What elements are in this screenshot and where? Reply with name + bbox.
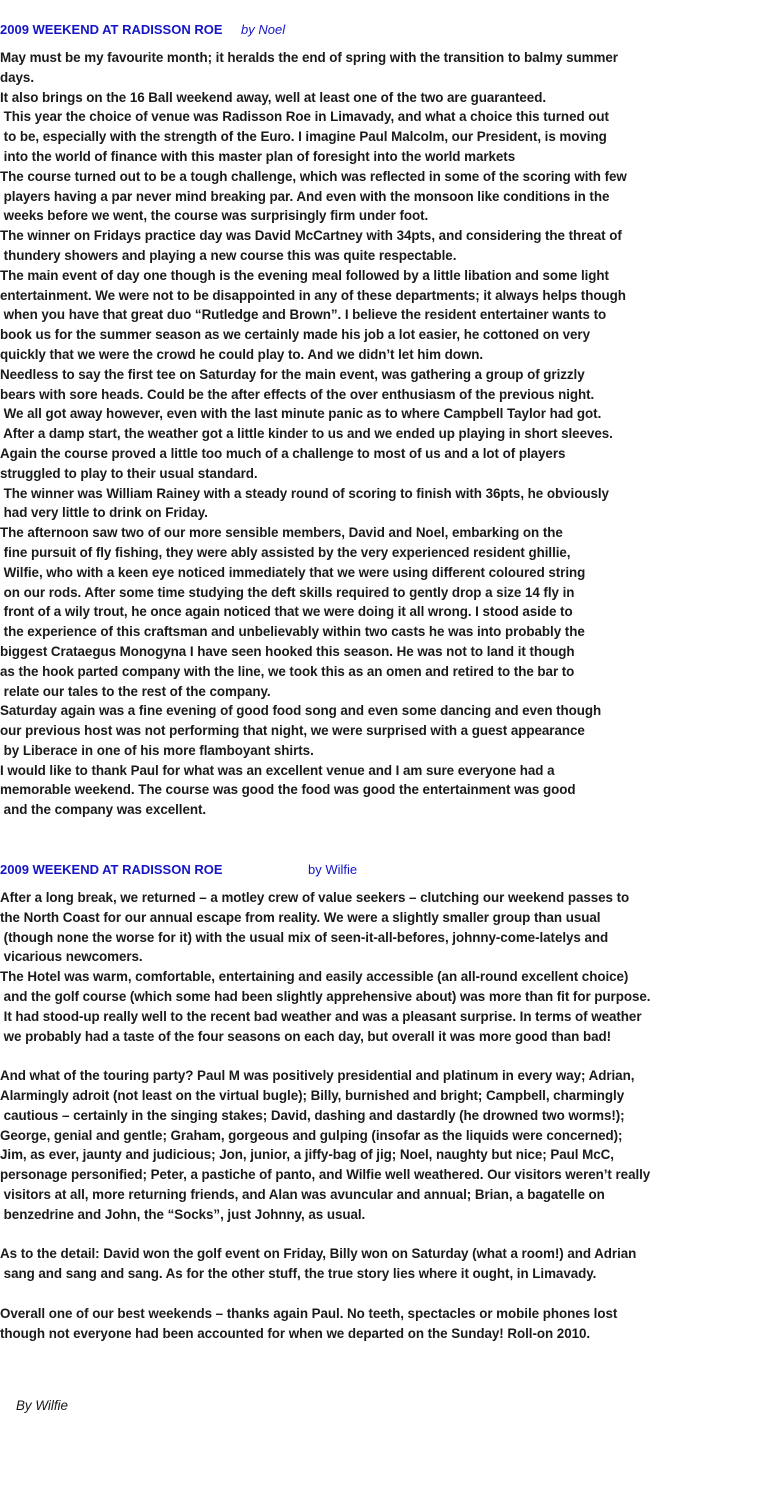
- text-line: by Liberace in one of his more flamboyant shirts.: [0, 742, 314, 758]
- text-line: Wilfie, who with a keen eye noticed immediately that we were using different coloured string: [0, 564, 586, 580]
- text-line: After a damp start, the weather got a little kinder to us and we ended up playing in short sleeves.: [0, 426, 613, 442]
- article-heading: [0, 22, 778, 42]
- text-line: entertainment. We were not to be disappointed in any of these departments; it always helps though: [0, 287, 626, 303]
- text-line: our previous host was not performing that night, we were surprised with a guest appearance: [0, 723, 585, 739]
- text-line: had very little to drink on Friday.: [0, 505, 208, 521]
- text-line: [0, 1046, 778, 1066]
- text-line: Needless to say the first tee on Saturday for the main event, was gathering a group of grizzly: [0, 366, 585, 382]
- text-line: we probably had a taste of the four seasons on each day, but overall it was more good than bad!: [0, 1028, 612, 1044]
- text-line: as the hook parted company with the line, we took this as an omen and retired to the bar to: [0, 663, 575, 679]
- text-line: vicarious newcomers.: [0, 949, 143, 965]
- signature: By Wilfie: [16, 1398, 68, 1413]
- text-line: Jim, as ever, jaunty and judicious; Jon, junior, a jiffy-bag of jig; Noel, naughty but nice; Paul McC,: [0, 1147, 614, 1163]
- text-line: It also brings on the 16 Ball weekend away, well at least one of the two are guaranteed.: [0, 89, 547, 105]
- text-line: days.: [0, 69, 34, 85]
- text-line: personage personified; Peter, a pastiche of panto, and Wilfie well weathered. Our visitors weren’t really: [0, 1167, 651, 1183]
- text-line: It had stood-up really well to the recent bad weather and was a pleasant surprise. In terms of weather: [0, 1008, 642, 1024]
- text-line: Again the course proved a little too much of a challenge to most of us and a lot of players: [0, 445, 566, 461]
- text-line: biggest Crataegus Monogyna I have seen hooked this season. He was not to land it though: [0, 643, 575, 659]
- text-line: The winner was William Rainey with a steady round of scoring to finish with 36pts, he obviously: [0, 485, 609, 501]
- text-line: This year the choice of venue was Radisson Roe in Limavady, and what a choice this turned out: [0, 109, 609, 125]
- text-line: to be, especially with the strength of the Euro. I imagine Paul Malcolm, our President, is moving: [0, 129, 607, 145]
- text-line: The course turned out to be a tough challenge, which was reflected in some of the scoring with few: [0, 168, 627, 184]
- text-line: (though none the worse for it) with the usual mix of seen-it-all-befores, johnny-come-latelys and: [0, 929, 609, 945]
- text-line: when you have that great duo “Rutledge and Brown”. I believe the resident entertainer wants to: [0, 307, 607, 323]
- text-line: The main event of day one though is the evening meal followed by a little libation and some light: [0, 267, 609, 283]
- text-line: As to the detail: David won the golf event on Friday, Billy won on Saturday (what a room!) and Adrian: [0, 1246, 637, 1262]
- text-line: Saturday again was a fine evening of good food song and even some dancing and even though: [0, 703, 602, 719]
- text-line: I would like to thank Paul for what was an excellent venue and I am sure everyone had a: [0, 762, 555, 778]
- text-line: And what of the touring party? Paul M was positively presidential and platinum in every way; Adrian,: [0, 1068, 635, 1084]
- text-line: and the golf course (which some had been slightly apprehensive about) was more than fit for purpose.: [0, 988, 651, 1004]
- text-line: on our rods. After some time studying the deft skills required to gently drop a size 14 fly in: [0, 584, 575, 600]
- text-line: book us for the summer season as we certainly made his job a lot easier, he cottoned on very: [0, 327, 590, 343]
- text-line: May must be my favourite month; it heralds the end of spring with the transition to balmy summer: [0, 50, 618, 65]
- text-line: though not everyone had been accounted for when we departed on the Sunday! Roll-on 2010.: [0, 1325, 591, 1341]
- text-line: the North Coast for our annual escape from reality. We were a slightly smaller group than usual: [0, 909, 601, 925]
- text-line: [0, 1225, 778, 1245]
- text-line: and the company was excellent.: [0, 802, 207, 818]
- text-line: relate our tales to the rest of the company.: [0, 683, 271, 699]
- text-line: front of a wily trout, he once again noticed that we were doing it all wrong. I stood aside to: [0, 604, 573, 620]
- text-line: Overall one of our best weekends – thanks again Paul. No teeth, spectacles or mobile phones lost: [0, 1305, 618, 1321]
- text-line: bears with sore heads. Could be the after effects of the over enthusiasm of the previous night.: [0, 386, 595, 402]
- text-line: into the world of finance with this master plan of foresight into the world markets: [0, 148, 516, 164]
- text-line: We all got away however, even with the last minute panic as to where Campbell Taylor had got.: [0, 406, 602, 422]
- text-line: benzedrine and John, the “Socks”, just Johnny, as usual.: [0, 1206, 366, 1222]
- text-line: The afternoon saw two of our more sensible members, David and Noel, embarking on the: [0, 525, 563, 541]
- text-line: struggled to play to their usual standard.: [0, 465, 258, 481]
- article-title: 2009 WEEKEND AT RADISSON ROE: [0, 22, 223, 37]
- text-line: memorable weekend. The course was good the food was good the entertainment was good: [0, 782, 576, 798]
- article-wilfie: [0, 862, 778, 1343]
- text-line: the experience of this craftsman and unbelievably within two casts he was into probably the: [0, 624, 585, 640]
- article-noel: [0, 22, 778, 820]
- text-line: players having a par never mind breaking par. And even with the monsoon like conditions in the: [0, 188, 610, 204]
- text-line: quickly that we were the crowd he could play to. And we didn’t let him down.: [0, 346, 484, 362]
- article-body: [0, 48, 778, 820]
- article-byline: by Wilfie: [308, 862, 358, 877]
- text-line: The winner on Fridays practice day was David McCartney with 34pts, and considering the threat of: [0, 228, 622, 244]
- article-heading: [0, 862, 778, 882]
- text-line: cautious – certainly in the singing stakes; David, dashing and dastardly (he drowned two worms!);: [0, 1107, 625, 1123]
- article-body: [0, 888, 778, 1343]
- text-line: The Hotel was warm, comfortable, entertaining and easily accessible (an all-round excellent choice): [0, 969, 629, 985]
- text-line: Alarmingly adroit (not least on the virtual bugle); Billy, burnished and bright; Campbell, charmingly: [0, 1087, 625, 1103]
- text-line: After a long break, we returned – a motley crew of value seekers – clutching our weekend passes to: [0, 890, 630, 905]
- text-line: sang and sang and sang. As for the other stuff, the true story lies where it ought, in Limavady.: [0, 1266, 597, 1282]
- article-byline: by Noel: [241, 22, 286, 37]
- article-title: 2009 WEEKEND AT RADISSON ROE: [0, 862, 223, 877]
- text-line: visitors at all, more returning friends, and Alan was avuncular and annual; Brian, a bagatelle on: [0, 1186, 605, 1202]
- text-line: thundery showers and playing a new course this was quite respectable.: [0, 247, 457, 263]
- text-line: [0, 1284, 778, 1304]
- text-line: fine pursuit of fly fishing, they were ably assisted by the very experienced resident ghillie,: [0, 544, 571, 560]
- text-line: weeks before we went, the course was surprisingly firm under foot.: [0, 208, 429, 224]
- text-line: George, genial and gentle; Graham, gorgeous and gulping (insofar as the liquids were concerned);: [0, 1127, 623, 1143]
